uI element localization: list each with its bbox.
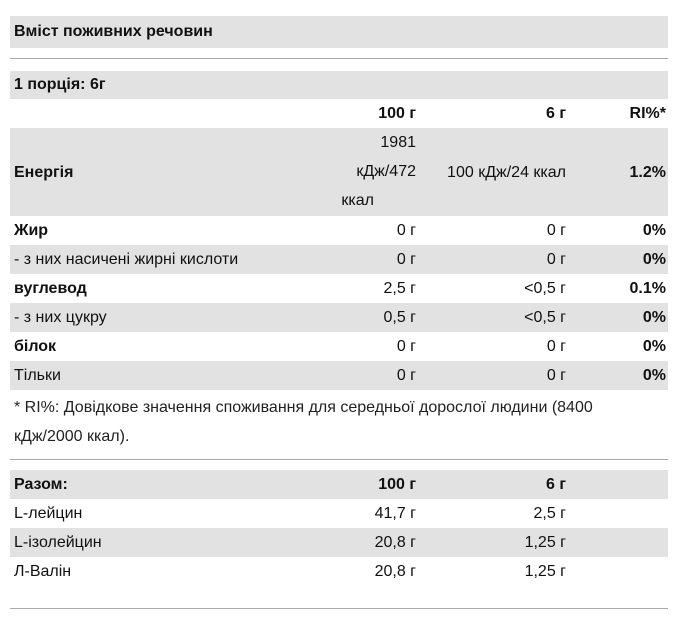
table-row xyxy=(10,303,668,332)
header-ri: RI%* xyxy=(629,105,666,122)
nutrient-100g: 0 г xyxy=(396,222,416,239)
amino-6g: 1,25 г xyxy=(524,534,566,551)
nutrient-6g: <0,5 г xyxy=(524,280,566,297)
table-row xyxy=(10,528,668,557)
energy-ri: 1.2% xyxy=(629,163,666,181)
header-6g: 6 г xyxy=(545,105,566,122)
table-row xyxy=(10,557,668,586)
table-row xyxy=(10,274,668,303)
nutrient-100g: 0,5 г xyxy=(383,309,416,326)
nutrient-100g: 0 г xyxy=(396,367,416,384)
table-row xyxy=(10,499,668,528)
nutrient-label: Тільки xyxy=(14,367,61,384)
divider xyxy=(10,608,668,609)
table-row-energy xyxy=(10,128,668,216)
nutrient-ri: 0% xyxy=(642,222,666,239)
nutrient-6g: <0,5 г xyxy=(524,309,566,326)
amino-header-row xyxy=(10,470,668,499)
nutrient-6g: 0 г xyxy=(546,251,566,268)
nutrient-label: - з них насичені жирні кислоти xyxy=(14,251,239,268)
header-100g: 100 г xyxy=(378,105,416,122)
section-title: Вміст поживних речовин xyxy=(10,16,668,48)
table-row xyxy=(10,216,668,245)
amino-100g: 20,8 г xyxy=(374,534,416,551)
nutrient-ri: 0% xyxy=(642,367,666,384)
nutrient-label: білок xyxy=(14,338,57,355)
energy-100g-line2: кДж/472 xyxy=(356,163,416,180)
nutrient-ri: 0% xyxy=(642,309,666,326)
amino-label: L-лейцин xyxy=(14,505,83,522)
amino-100g: 20,8 г xyxy=(374,563,416,580)
table-header-row xyxy=(10,99,668,128)
nutrient-100g: 0 г xyxy=(396,338,416,355)
energy-6g: 100 кДж/24 ккал xyxy=(447,163,566,181)
energy-100g xyxy=(336,128,416,216)
nutrient-6g: 0 г xyxy=(546,222,566,239)
table-row xyxy=(10,361,668,390)
amino-6g: 2,5 г xyxy=(533,505,566,522)
nutrient-ri: 0% xyxy=(642,338,666,355)
nutrient-100g: 0 г xyxy=(396,251,416,268)
energy-100g-line3: ккал xyxy=(341,192,374,209)
energy-100g-line1: 1981 xyxy=(380,134,416,151)
nutrient-label: - з них цукру xyxy=(14,309,107,326)
table-row xyxy=(10,245,668,274)
nutrient-6g: 0 г xyxy=(546,367,566,384)
nutrient-ri: 0% xyxy=(642,251,666,268)
ri-footnote: * RI%: Довідкове значення споживання для середньої дорослої людини (8400 кДж/2000 ккал). xyxy=(14,399,593,445)
nutrient-label: Жир xyxy=(14,222,49,239)
amino-label: Л-Валін xyxy=(14,563,72,580)
amino-header-label: Разом: xyxy=(14,476,68,493)
nutrient-label: вуглевод xyxy=(14,280,87,297)
nutrition-panel xyxy=(10,16,668,609)
nutrient-6g: 0 г xyxy=(546,338,566,355)
nutrient-ri: 0.1% xyxy=(629,280,666,297)
amino-header-100g: 100 г xyxy=(378,476,416,493)
table-row xyxy=(10,332,668,361)
amino-100g: 41,7 г xyxy=(374,505,416,522)
portion-label: 1 порція: 6г xyxy=(10,71,668,99)
energy-label: Енергія xyxy=(14,163,74,181)
amino-header-6g: 6 г xyxy=(545,476,566,493)
nutrient-100g: 2,5 г xyxy=(383,280,416,297)
amino-label: L-ізолейцин xyxy=(14,534,102,551)
amino-6g: 1,25 г xyxy=(524,563,566,580)
